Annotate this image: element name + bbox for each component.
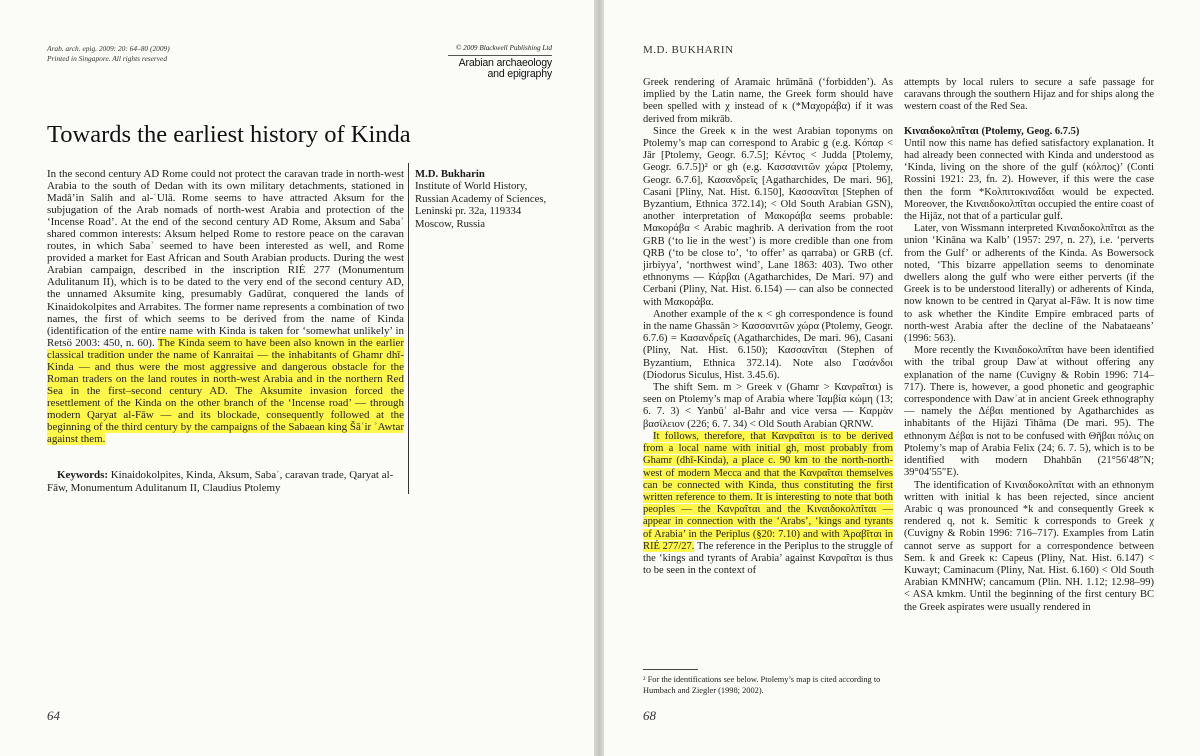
- paragraph: Greek rendering of Aramaic hrūmānā (‘forbidden’). As implied by the Latin name, the Greek form should have been spelled with χ instead of κ (*Μαχοράβα) if it was derived from mikrāb.: [643, 77, 893, 125]
- paragraph: The identification of Κιναιδοκολπῖται with an ethnonym written with initial k has been rejected, since ancient Arabic q was pronounced *k and consequently Greek κ rendered q, not k. Semitic k corresponds to Greek χ (Cuvigny & Robin 1996: 716–717). Examples from Latin cannot serve as support for a correspondence between Sem. k and Greek κ: Capeus (Pliny, Nat. Hist. 6.147) < Kuwayt; Caminacum (Pliny, Nat. Hist. 6.160) < Old South Arabian KMNHW; cancamum (Plin. NH. 1.12; 12.98–99) < ASA kmkm. Until the beginning of the first century BC the Greek aspirates were usually rendered in: [904, 479, 1154, 613]
- paragraph: More recently the Κιναιδοκολπῖται have been identified with the tribal group Dawʾat without offering any explanation of the name (Cuvigny & Robin 1996: 714–717). There is, however, a good phonetic and geographic correspondence with Dawʾat in ancient Greek ethnography — namely the Δέβαι mentioned by Agatharchides as inhabitants of the Hijāzi Tihāma (De mari. 95). The ethnonym Δέβαι is not to be confused with Θῆβαι πόλις on Ptolemy’s map of Arabia Felix (24; 6. 7. 5), which is to be identified with modern Dhahbān (21°56′48″N; 39°04′55″E).: [904, 345, 1154, 479]
- column-divider: [408, 163, 409, 494]
- copyright-line: © 2009 Blackwell Publishing Ltd: [455, 44, 552, 52]
- abstract-highlight: The Kinda seem to have been also known in the earlier classical tradition under the name of Kanraitai — the inhabitants of Ghamr dhī-Kinda — and thus were the most aggressive and dangerous obstacle for the Roman traders on the land routes in north-west Arabia and in the northern Red Sea in the first–second century AD. The Aksumite invasion forced the resettlement of the Kinda on the other branch of the ‘Incense road’ — through modern Qaryat al-Fāw — and its blockade, consequently followed at the beginning of the third century by the campaigns of the Sabaean king Šāʿir ʾAwtar against them.: [47, 336, 404, 446]
- paragraph: Since the Greek κ in the west Arabian toponyms on Ptolemy’s map can correspond to Arabic g (e.g. Κόπαρ < Jār [Ptolemy, Geogr. 6.7.5]; Κέντος < Judda [Ptolemy, Geogr. 6.7.5])² or gh (e.g. Κασσανιτῶν χώρα [Ptolemy, Geogr. 6.7.6], Κασανδρεῖς [Agatharchides, De mari. 96], Casani [Pliny, Nat. Hist. 6.150], Κασσανῖται [Stephen of Byzantium, Ethnica 372.14); < Old South Arabian GSN), another interpretation of Μακοράβα seems probable: Μακοράβα < Arabic maghrib. A derivation from the root GRB (‘to lie in the west’) is more credible than one from QRB (‘to be close to’, ‘to offer’ as qarraba) or GRB (cf. jirbiyya’, ‘northwest wind’, Lane 1863: 403). Two other ethnonyms — Κάρβαι (Agatharchides, De Mari. 97) and Cerbani (Pliny, Nat. Hist. 6.154) — can also be connected with Μακοράβα.: [643, 125, 893, 308]
- highlighted-text: It follows, therefore, that Κανραῖται is to be derived from a local name with initial gh, most probably from Ghamr (dhī-Kinda), a place c. 90 km to the north-north-west of modern Mecca and that the Κανραῖται themselves can be connected with Kinda, thus constituting the first written reference to them. It is interesting to note that both peoples — the Κανραῖται and the Κιναιδοκολπῖται — appear in connection with the ‘Arabs’, ‘kings and tyrants of Arabia’ in the Periplus (§20: 7.10) and with Ἀραβῖται in RIÉ 277/27.: [643, 430, 893, 552]
- keywords: [47, 469, 404, 495]
- keywords-text: Kinaidokolpites, Kinda, Aksum, Sabaʾ, caravan trade, Qaryat al-Fāw, Monumentum Adulitanum II, Claudius Ptolemy: [47, 469, 394, 494]
- affiliation-line-1: Institute of World History,: [415, 180, 528, 193]
- affiliation-line-3: Leninski pr. 32a, 119334: [415, 205, 522, 218]
- journal-citation: Arab. arch. epig. 2009: 20: 64–80 (2009): [47, 44, 170, 53]
- journal-name-line1: Arabian archaeology: [458, 57, 552, 69]
- paragraph: attempts by local rulers to secure a safe passage for caravans through the southern Hijaz and for ships along the western coast of the Red Sea.: [904, 77, 1154, 113]
- book-gutter: [594, 0, 604, 756]
- journal-masthead: [448, 44, 552, 80]
- paragraph-continuation: The reference in the Periplus to the struggle of the ‘kings and tyrants of Arabia’ against Κανραῖται is thus to be seen in the context of: [643, 540, 893, 577]
- article-title: Towards the earliest history of Kinda: [47, 121, 411, 148]
- paragraph: [643, 431, 893, 577]
- paragraph: Until now this name has defied satisfactory explanation. It had already been connected with Kinda and understood as ‘Kinda, living on the shore of the gulf (κόλπος)’ (Conti Rossini 1921: 23, fn. 2). However, if this were the case then the form *Κολπιτοκιναΐδαι would be expected. Moreover, the Κιναιδοκολπῖται occupied the entire coast of the Hijāz, not that of a particular gulf.: [904, 137, 1154, 223]
- journal-meta: [47, 44, 170, 63]
- masthead-rule: [448, 55, 552, 56]
- affiliation-line-2: Russian Academy of Sciences,: [415, 192, 547, 205]
- page-number-right: 68: [643, 708, 656, 723]
- running-head: M.D. BUKHARIN: [643, 44, 734, 56]
- text-column-1: [643, 77, 893, 577]
- paragraph: The shift Sem. m > Greek ν (Ghamr > Κανραῖται) is seen on Ptolemy’s map of Arabia where Ἰαμβία κώμη (13; 6. 7. 3) < Yanbūʿ al-Bahr and vice versa — Καρμὰν βασίλειον (226; 6. 7. 34) < Old South Arabian QRNW.: [643, 382, 893, 430]
- print-note: Printed in Singapore. All rights reserved: [47, 53, 168, 63]
- keywords-label: Keywords:: [57, 469, 109, 481]
- abstract-text: In the second century AD Rome could not protect the caravan trade in north-west Arabia to the south of Dedan with its own military detachments, stationed in Madā’in Salih and al-ʿUlā. Rome seems to have attracted Aksum for the subjugation of the Arab nomads of north-west Arabia and protection of the ‘Incense Road’. At the end of the second century AD Rome, Aksum and Sabaʾ shared common interests: Aksum helped Rome to restore peace on the caravan routes, in which Sabaʾ seemed to have been interested as well, and Rome provided a market for East African and South Arabian products. During the west Arabian campaign, described in the inscription RIÉ 277 (Monumentum Adulitanum II), which is to be dated to the very end of the second century AD, the unnamed Aksumite king, presumably Gadūrat, conquered the lands of Kinaidokolpites and Arrabites. The former name represents a combination of two names, the first of which seems to be derived from the name of Kinda (identification of the entire name with Kinda is taken for ‘somewhat unlikely’ in Retsö 2003: 450, n. 60).: [47, 168, 404, 349]
- section-heading: Κιναιδοκολπῖται (Ptolemy, Geog. 6.7.5): [904, 125, 1080, 137]
- author-name: M.D. Bukharin: [415, 168, 485, 180]
- footnote: ² For the identifications see below. Ptolemy’s map is cited according to Humbach and Ziegler (1998; 2002).: [643, 675, 881, 695]
- left-page: [0, 0, 594, 756]
- footnote-rule: [643, 669, 698, 670]
- author-block: [415, 168, 565, 230]
- page-number-left: 64: [47, 708, 60, 723]
- right-page: [604, 0, 1200, 756]
- paragraph: Later, von Wissmann interpreted Κιναιδοκολπῖται as the union ‘Kināna wa Kalb’ (1957: 297, n. 27), i.e. ‘perverts from the Gulf’ or adherents of the Kinda. As Bowersock noted, ‘This bizarre appellation seems to denominate dwellers along the gulf who were either perverts (if the Greek is to be understood literally) or adherents of Kinda, now known to be centred in Qaryat al-Fāw. It is now time to ask whether the Kindite Empire embraced parts of north-west Arabia after the decline of the Nabataeans’ (1996: 563).: [904, 223, 1154, 345]
- paragraph: Another example of the κ < gh correspondence is found in the name Ghassān > Κασσανιτῶν χώρα (Ptolemy, Geogr. 6.7.6) = Κασανδρεῖς (Agatharchides, De mari. 96), Casani (Pliny, Nat. Hist. 6.150); Κασσανῖται (Stephen of Byzantium, Ethnica 372.14). Note also Γασάνδοι (Diodorus Siculus, Hist. 3.45.6).: [643, 308, 894, 381]
- abstract: [47, 168, 404, 445]
- text-column-2: [904, 77, 1154, 614]
- affiliation-line-4: Moscow, Russia: [415, 217, 485, 230]
- journal-name-line2: and epigraphy: [487, 68, 552, 80]
